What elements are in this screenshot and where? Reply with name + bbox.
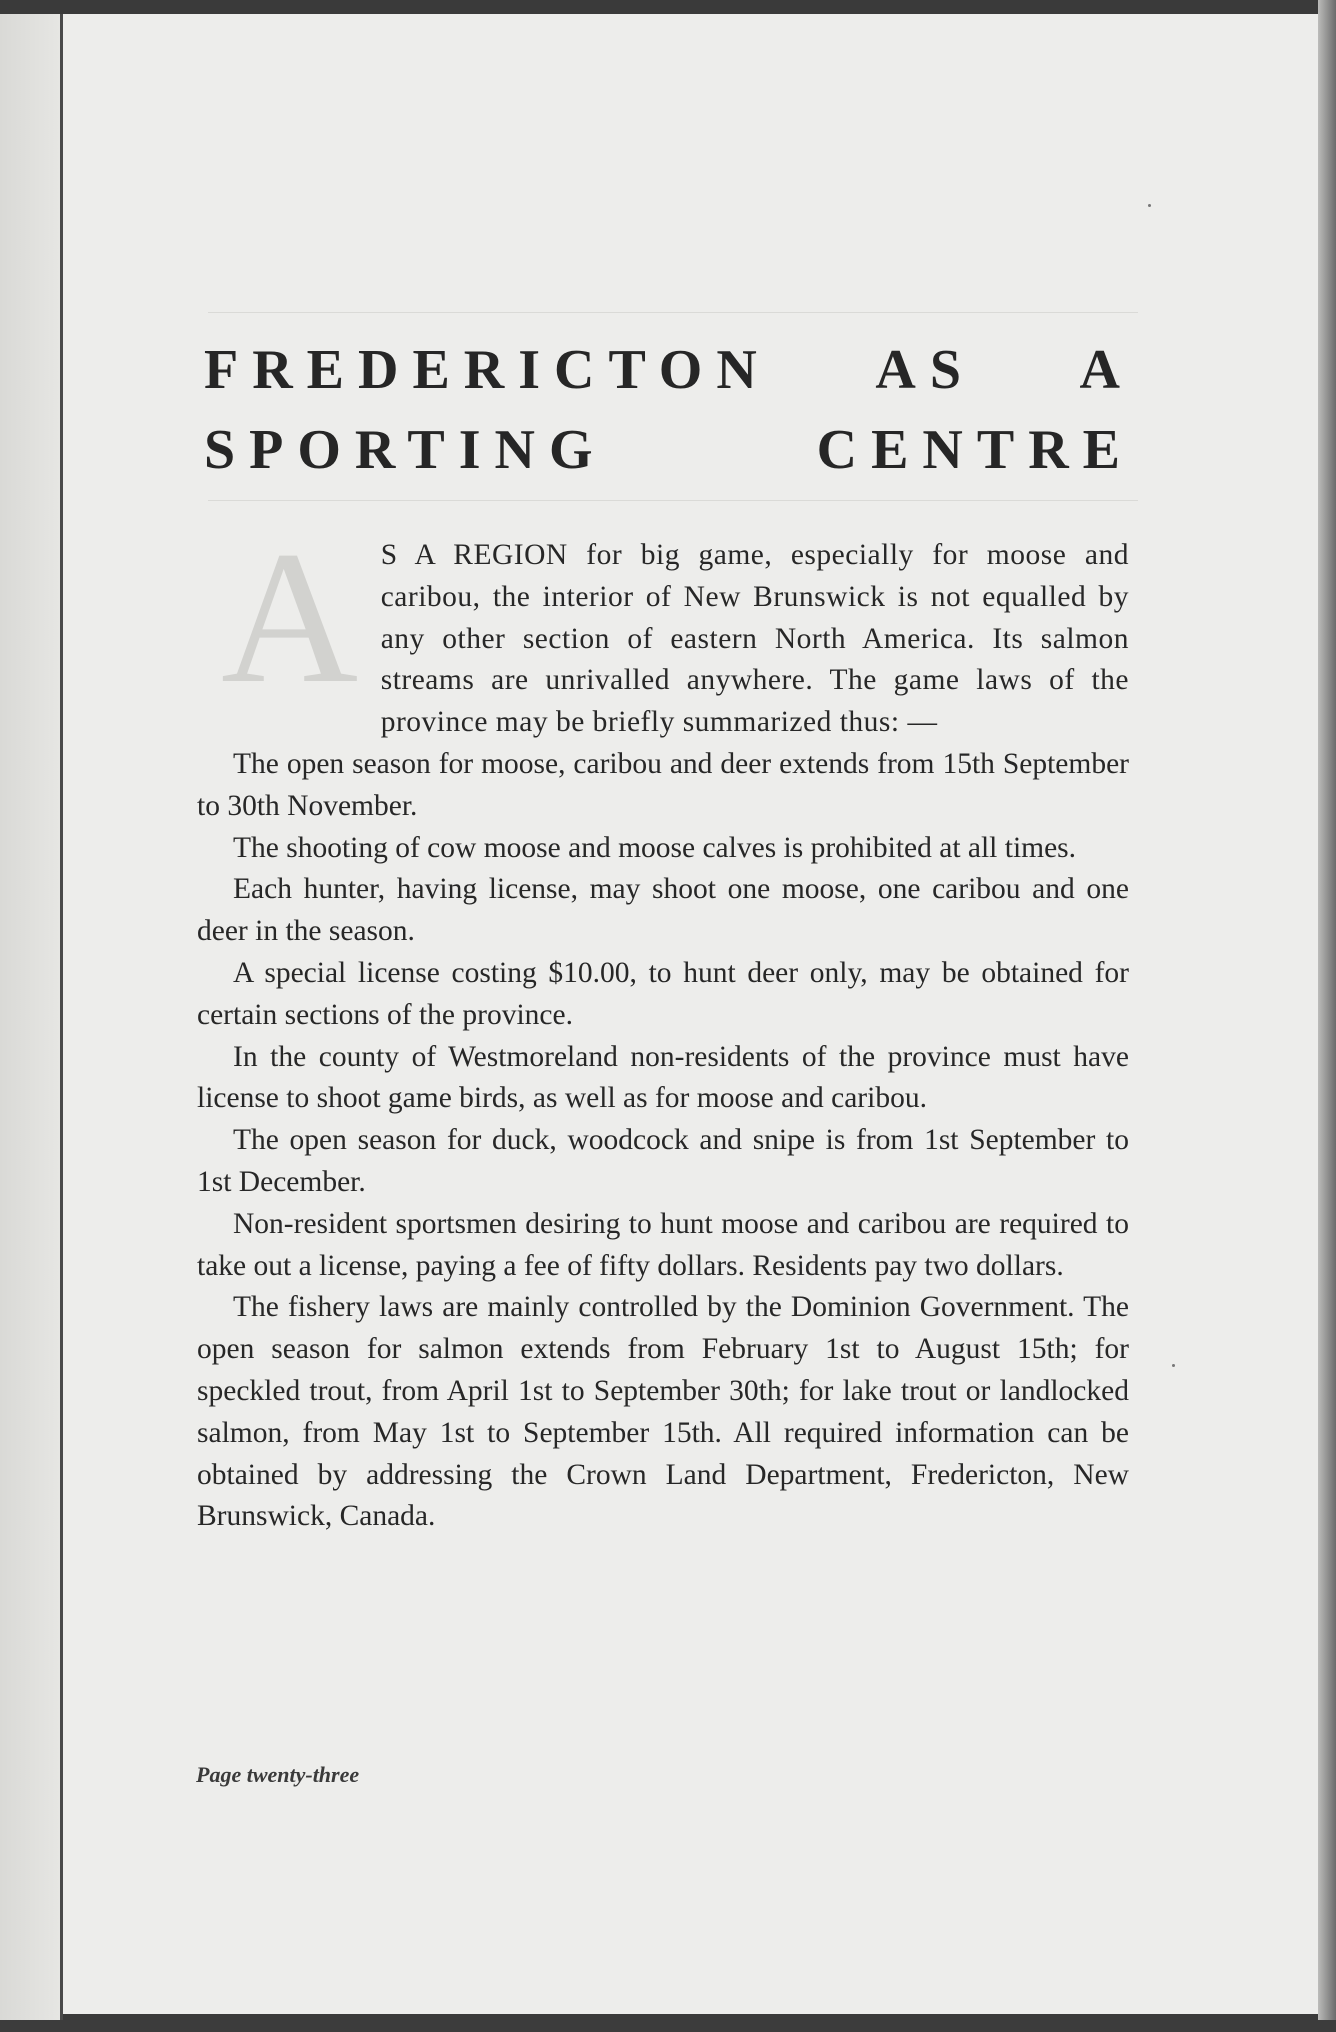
article-title	[204, 330, 1134, 490]
binding-edge	[60, 14, 63, 2024]
paragraph: The shooting of cow moose and moose calves is prohibited at all times.	[233, 831, 1077, 864]
page-bottom-edge	[0, 2020, 1336, 2032]
title-rule	[208, 500, 1138, 501]
page-right-edge	[1318, 0, 1336, 2032]
drop-cap: A	[221, 513, 359, 723]
title-line-1: FREDERICTON AS A	[204, 339, 1134, 401]
lead-paragraph-text: S A REGION for big game, especially for moose and caribou, the interior of New Brunswick is not equalled by any other section of eastern North America. Its salmon streams are unrivalled anywhere. The game laws of the province may be briefly summarized thus: —	[380, 539, 1129, 739]
paragraph: The open season for moose, caribou and deer extends from 15th September to 30th November.	[197, 747, 1129, 822]
top-rule	[208, 312, 1138, 313]
title-line-2: SPORTING CENTRE	[204, 419, 1134, 481]
page-number-label: Page twenty-three	[196, 1762, 360, 1787]
paragraph: Each hunter, having license, may shoot one moose, one caribou and one deer in the season.	[197, 873, 1129, 948]
article-body	[197, 513, 1129, 1538]
paragraph: Non-resident sportsmen desiring to hunt moose and caribou are required to take out a license, paying a fee of fifty dollars. Residents pay two dollars.	[197, 1207, 1129, 1282]
paragraph: In the county of Westmoreland non-residents of the province must have license to shoot game birds, as well as for moose and caribou.	[197, 1040, 1129, 1115]
page-gutter	[0, 14, 60, 2024]
paragraph: A special license costing $10.00, to hunt deer only, may be obtained for certain sections of the province.	[197, 956, 1129, 1031]
paper-speck	[1148, 204, 1151, 207]
paper-speck	[1172, 1364, 1175, 1367]
lead-paragraph	[197, 513, 1129, 744]
paragraph: The open season for duck, woodcock and snipe is from 1st September to 1st December.	[197, 1124, 1129, 1198]
paragraph: The fishery laws are mainly controlled by the Dominion Government. The open season for salmon extends from February 1st to August 15th; for speckled trout, from April 1st to September 30th; for lake trout or landlocked salmon, from May 1st to September 15th. All required information can be obtained by addressing the Crown Land Department, Fredericton, New Brunswick, Canada.	[197, 1291, 1129, 1533]
